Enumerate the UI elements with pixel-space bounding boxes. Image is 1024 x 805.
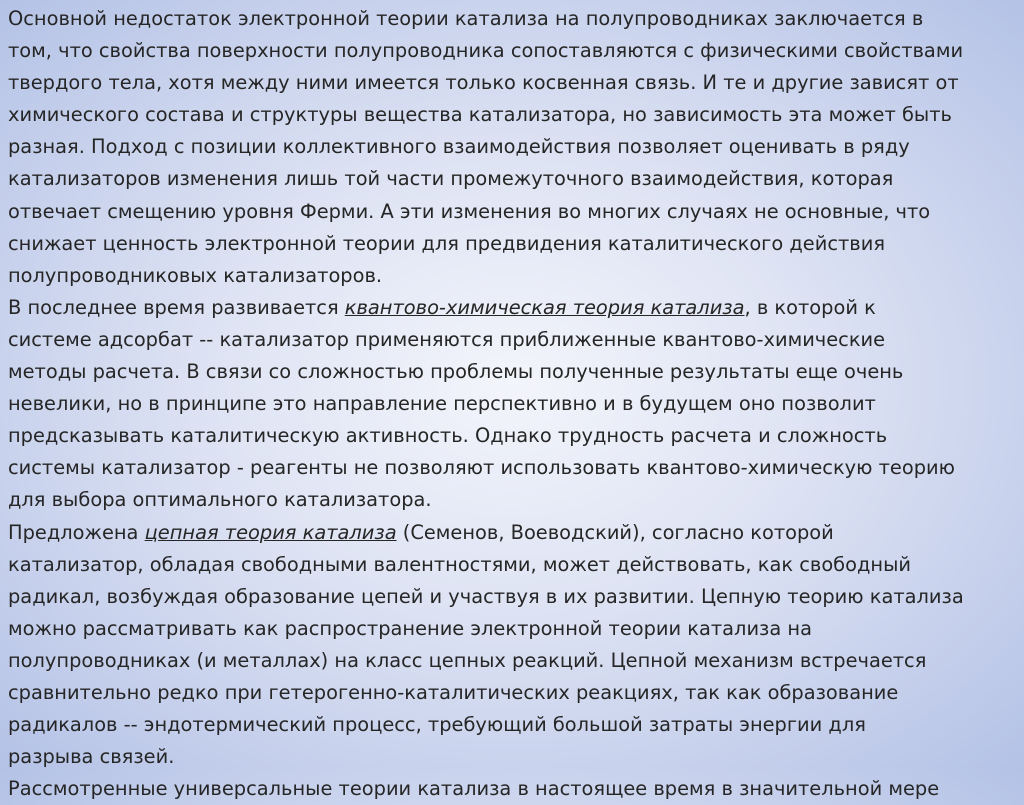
text-segment: системы катализатор - реагенты не позволяют использовать квантово-химическую теорию xyxy=(8,456,955,480)
paragraph xyxy=(8,773,1020,805)
text-segment: невелики, но в принципе это направление перспективно и в будущем оно позволит xyxy=(8,392,876,416)
text-line xyxy=(8,420,1020,452)
text-line xyxy=(8,741,1020,773)
slide-body-text xyxy=(8,3,1020,805)
text-line xyxy=(8,517,1020,549)
text-segment: химического состава и структуры вещества катализатора, но зависимость эта может быть xyxy=(8,103,952,127)
text-segment: полупроводниковых катализаторов. xyxy=(8,263,383,287)
paragraph xyxy=(8,292,1020,517)
text-line xyxy=(8,131,1020,163)
text-line xyxy=(8,677,1020,709)
paragraph xyxy=(8,3,1020,292)
text-line xyxy=(8,163,1020,195)
text-line xyxy=(8,196,1020,228)
text-line xyxy=(8,228,1020,260)
theory-term-link[interactable]: квантово-химическая теория катализа xyxy=(344,295,745,319)
text-segment: Рассмотренные универсальные теории катализа в настоящее время в значительной мере xyxy=(8,777,940,801)
text-segment: сравнительно редко при гетерогенно-каталитических реакциях, так как образование xyxy=(8,680,899,704)
text-line xyxy=(8,645,1020,677)
text-line xyxy=(8,99,1020,131)
text-line xyxy=(8,613,1020,645)
text-segment: В последнее время развивается xyxy=(8,295,345,319)
text-line xyxy=(8,324,1020,356)
text-segment: , в которой к xyxy=(744,295,876,319)
text-segment: системе адсорбат -- катализатор применяются приближенные квантово-химические xyxy=(8,327,886,351)
text-line xyxy=(8,260,1020,292)
text-line xyxy=(8,581,1020,613)
text-line xyxy=(8,3,1020,35)
text-segment: предсказывать каталитическую активность. Однако трудность расчета и сложность xyxy=(8,424,888,448)
text-line xyxy=(8,35,1020,67)
text-line xyxy=(8,484,1020,516)
text-segment: методы расчета. В связи со сложностью проблемы полученные результаты еще очень xyxy=(8,360,904,384)
text-segment: катализаторов изменения лишь той части промежуточного взаимодействия, которая xyxy=(8,167,894,191)
text-segment: отвечает смещению уровня Ферми. А эти изменения во многих случаях не основные, что xyxy=(8,199,931,223)
text-line xyxy=(8,356,1020,388)
text-segment: том, что свойства поверхности полупроводника сопоставляются с физическими свойствами xyxy=(8,39,964,63)
text-line xyxy=(8,292,1020,324)
text-segment: Предложена xyxy=(8,520,145,544)
text-segment: Основной недостаток электронной теории катализа на полупроводниках заключается в xyxy=(8,7,924,30)
paragraph xyxy=(8,517,1020,774)
text-line xyxy=(8,549,1020,581)
theory-term-link[interactable]: цепная теория катализа xyxy=(144,520,397,544)
text-segment: твердого тела, хотя между ними имеется только косвенная связь. И те и другие зависят от xyxy=(8,71,959,95)
text-segment: разрыва связей. xyxy=(8,745,175,769)
text-line xyxy=(8,709,1020,741)
text-segment: полупроводниках (и металлах) на класс цепных реакций. Цепной механизм встречается xyxy=(8,648,927,672)
text-segment: (Семенов, Воеводский), согласно которой xyxy=(396,520,834,544)
text-line xyxy=(8,773,1020,805)
text-line xyxy=(8,67,1020,99)
text-segment: радикал, возбуждая образование цепей и участвуя в их развитии. Цепную теорию катализа xyxy=(8,584,964,608)
text-segment: катализатор, обладая свободными валентностями, может действовать, как свободный xyxy=(8,552,911,576)
text-line xyxy=(8,388,1020,420)
text-segment: для выбора оптимального катализатора. xyxy=(8,488,432,512)
text-segment: разная. Подход с позиции коллективного взаимодействия позволяет оценивать в ряду xyxy=(8,135,910,159)
text-line xyxy=(8,452,1020,484)
text-segment: можно рассматривать как распространение электронной теории катализа на xyxy=(8,616,812,640)
text-segment: снижает ценность электронной теории для предвидения каталитического действия xyxy=(8,231,885,255)
text-segment: радикалов -- эндотермический процесс, требующий большой затраты энергии для xyxy=(8,713,866,737)
